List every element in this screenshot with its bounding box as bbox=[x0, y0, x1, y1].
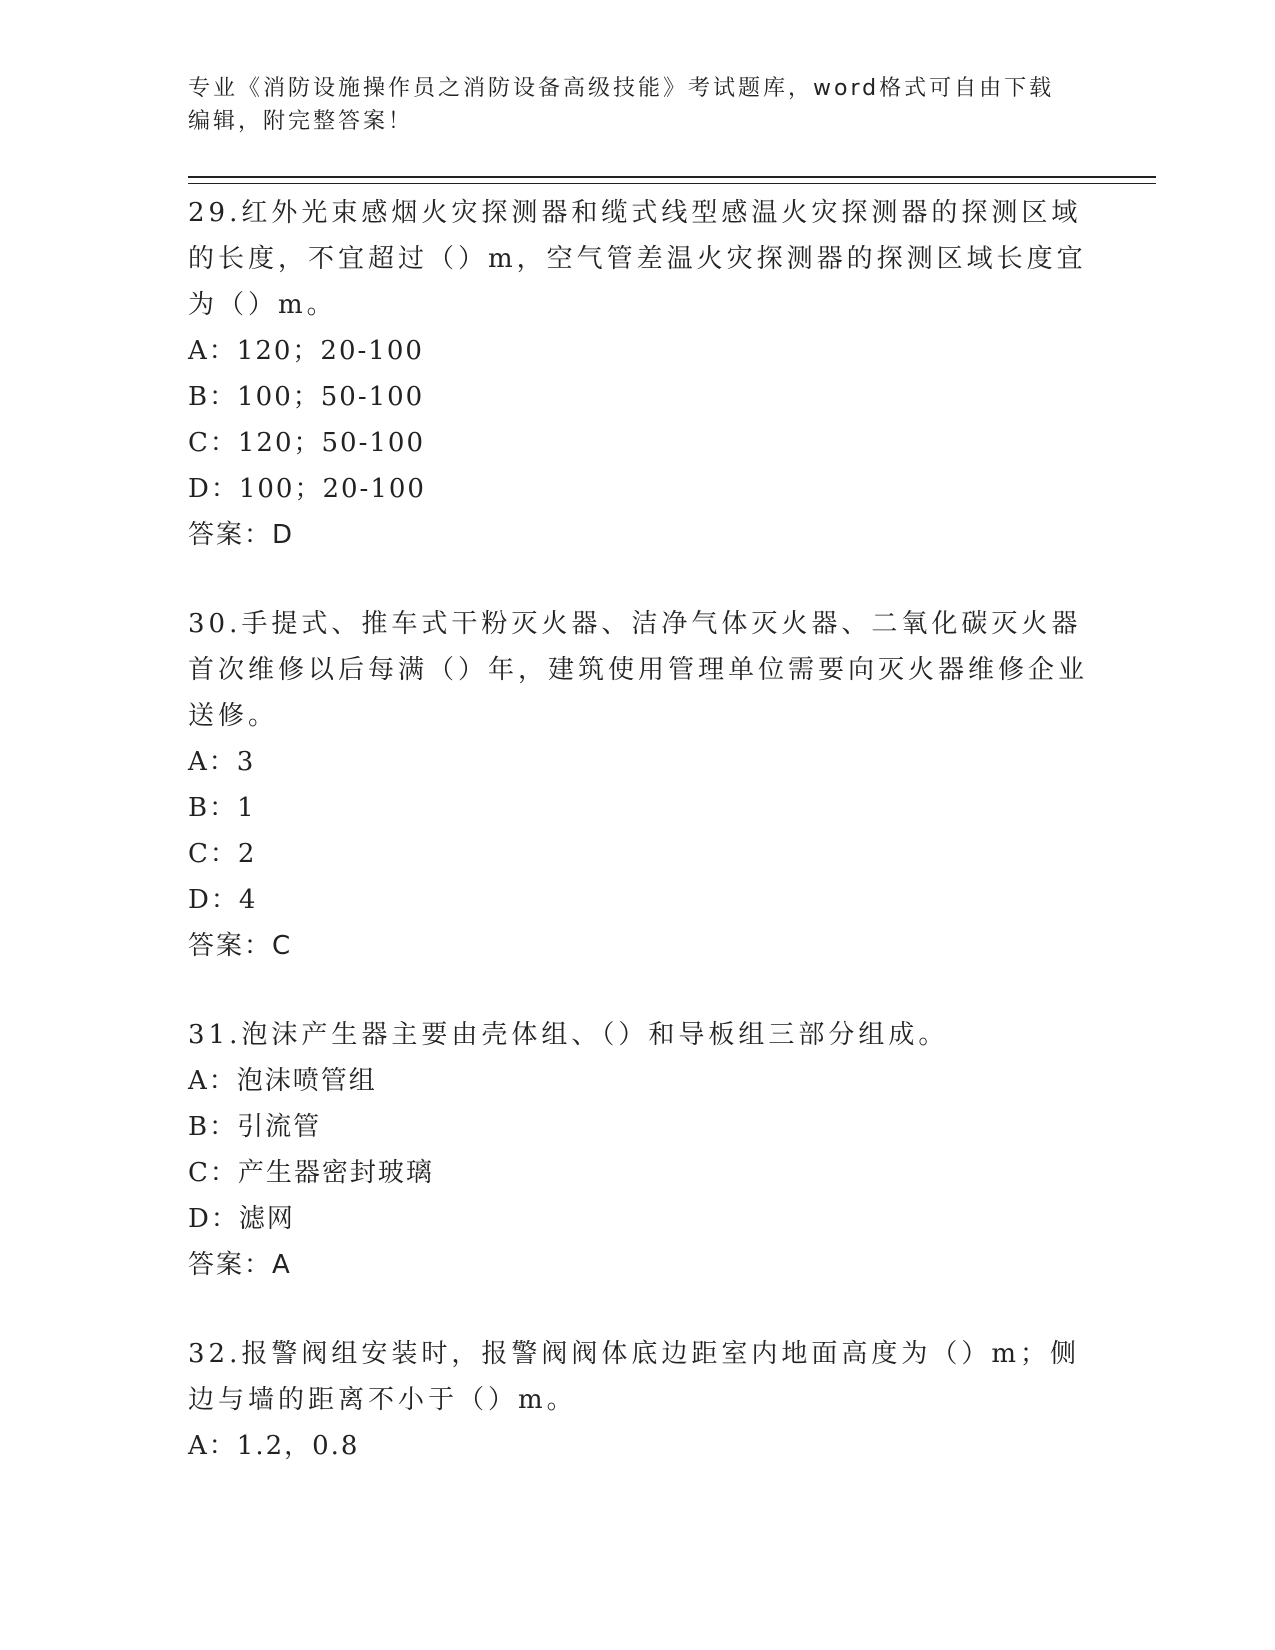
option-d: D：滤网 bbox=[188, 1204, 295, 1234]
document-header: 专业《消防设施操作员之消防设备高级技能》考试题库，word格式可自由下载编辑，附完整答案！ bbox=[188, 76, 1055, 134]
question-31 bbox=[188, 1012, 1088, 1288]
question-text: 32.报警阀组安装时，报警阀阀体底边距室内地面高度为（）m；侧边与墙的距离不小于（）m。 bbox=[188, 1339, 1081, 1415]
answer-line: 答案：D bbox=[188, 520, 295, 550]
question-text: 31.泡沫产生器主要由壳体组、（）和导板组三部分组成。 bbox=[188, 1020, 949, 1050]
option-b: B：100；50-100 bbox=[188, 382, 425, 412]
option-a: A：120；20-100 bbox=[188, 336, 424, 366]
question-list bbox=[188, 190, 1088, 1512]
option-d: D：100；20-100 bbox=[188, 474, 426, 504]
option-b: B：1 bbox=[188, 793, 256, 823]
option-c: C：产生器密封玻璃 bbox=[188, 1158, 434, 1188]
question-text: 30.手提式、推车式干粉灭火器、洁净气体灭火器、二氧化碳灭火器首次维修以后每满（）年，建筑使用管理单位需要向灭火器维修企业送修。 bbox=[188, 609, 1089, 731]
question-29 bbox=[188, 190, 1088, 558]
option-b: B：引流管 bbox=[188, 1112, 322, 1142]
option-a: A：1.2，0.8 bbox=[188, 1431, 360, 1461]
answer-line: 答案：C bbox=[188, 931, 293, 961]
question-30 bbox=[188, 601, 1088, 969]
option-a: A：泡沫喷管组 bbox=[188, 1066, 377, 1096]
question-32 bbox=[188, 1331, 1088, 1469]
option-c: C：120；50-100 bbox=[188, 428, 426, 458]
header-divider-thin bbox=[188, 183, 1156, 184]
option-a: A：3 bbox=[188, 747, 256, 777]
option-d: D：4 bbox=[188, 885, 258, 915]
question-text: 29.红外光束感烟火灾探测器和缆式线型感温火灾探测器的探测区域的长度，不宜超过（）m，空气管差温火灾探测器的探测区域长度宜为（）m。 bbox=[188, 198, 1087, 320]
header-divider-thick bbox=[188, 176, 1156, 178]
option-c: C：2 bbox=[188, 839, 257, 869]
answer-line: 答案：A bbox=[188, 1250, 292, 1280]
